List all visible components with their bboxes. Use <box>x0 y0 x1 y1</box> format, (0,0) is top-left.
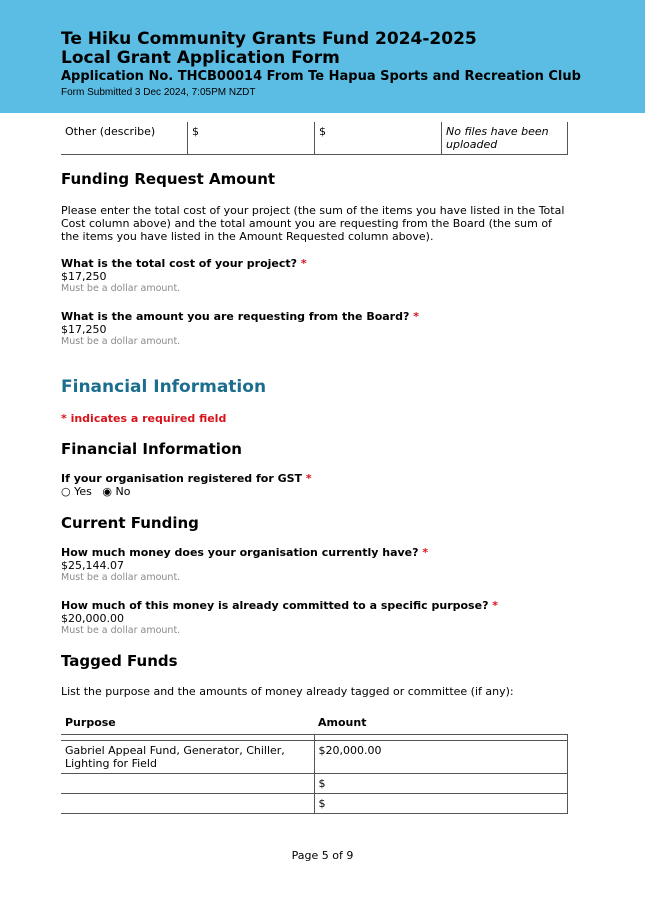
table-header-row <box>61 713 568 735</box>
radio-no[interactable]: ◉ <box>102 485 112 498</box>
financial-info-section-heading: Financial Information <box>61 440 242 458</box>
funding-instructions: Please enter the total cost of your project (the sum of the items you have listed in the Total Cost column above) and the total amount you are requesting from the Board (the sum of the items you have listed in the Amount Requested column above). <box>61 204 565 243</box>
page-number: Page 5 of 9 <box>291 849 354 862</box>
current-money-answer: $25,144.07 <box>61 559 124 572</box>
current-funding-heading: Current Funding <box>61 514 199 532</box>
purpose-cell <box>61 794 314 814</box>
radio-yes[interactable]: ○ <box>61 485 71 498</box>
financial-info-page-heading: Financial Information <box>61 377 267 397</box>
radio-no-label: No <box>115 485 131 498</box>
required-star: * <box>413 310 419 323</box>
purpose-column-header: Purpose <box>65 716 116 729</box>
current-money-hint: Must be a dollar amount. <box>61 572 181 583</box>
form-title: Local Grant Application Form <box>61 48 340 68</box>
purpose-cell: Gabriel Appeal Fund, Generator, Chiller, Lighting for Field <box>65 744 285 770</box>
current-money-question: How much money does your organisation currently have? * <box>61 546 429 559</box>
table-row <box>61 774 568 794</box>
tagged-funds-table <box>61 713 568 814</box>
submitted-date: Form Submitted 3 Dec 2024, 7:05PM NZDT <box>61 87 256 98</box>
committed-money-answer: $20,000.00 <box>61 612 124 625</box>
required-field-note: * indicates a required field <box>61 412 227 425</box>
table-row <box>61 741 568 774</box>
radio-yes-label: Yes <box>74 485 92 498</box>
funding-request-heading: Funding Request Amount <box>61 170 276 188</box>
committed-money-hint: Must be a dollar amount. <box>61 625 181 636</box>
application-line: Application No. THCB00014 From Te Hapua Sports and Recreation Club <box>61 69 581 84</box>
total-cost-question: What is the total cost of your project? * <box>61 257 307 270</box>
table-row <box>61 794 568 814</box>
purpose-cell <box>61 774 314 794</box>
requested-amount-question: What is the amount you are requesting from the Board? * <box>61 310 419 323</box>
requested-amount-hint: Must be a dollar amount. <box>61 336 181 347</box>
amount-cell: $ <box>314 774 568 794</box>
requested-amount-answer: $17,250 <box>61 323 107 336</box>
required-star: * <box>422 546 429 559</box>
tagged-funds-instructions: List the purpose and the amounts of money already tagged or committee (if any): <box>61 685 514 698</box>
amount-cell: $20,000.00 <box>314 741 568 774</box>
amount-cell: $ <box>314 794 568 814</box>
page-header <box>0 0 645 113</box>
project-cost-table <box>61 122 568 155</box>
required-star: * <box>305 472 312 485</box>
gst-radio-group <box>61 485 130 498</box>
total-cost-answer: $17,250 <box>61 270 107 283</box>
required-star: * <box>492 599 499 612</box>
tagged-funds-heading: Tagged Funds <box>61 652 178 670</box>
cost-cell: $ <box>188 122 315 155</box>
committed-money-question: How much of this money is already committed to a specific purpose? * <box>61 599 499 612</box>
table-row <box>61 122 568 155</box>
required-star: * <box>300 257 307 270</box>
total-cost-hint: Must be a dollar amount. <box>61 283 181 294</box>
amount-column-header: Amount <box>318 716 367 729</box>
gst-question: If your organisation registered for GST * <box>61 472 312 485</box>
fund-title: Te Hiku Community Grants Fund 2024-2025 <box>61 29 477 49</box>
item-cell: Other (describe) <box>65 125 156 138</box>
requested-cell: $ <box>315 122 442 155</box>
files-cell: No files have been uploaded <box>442 122 568 155</box>
